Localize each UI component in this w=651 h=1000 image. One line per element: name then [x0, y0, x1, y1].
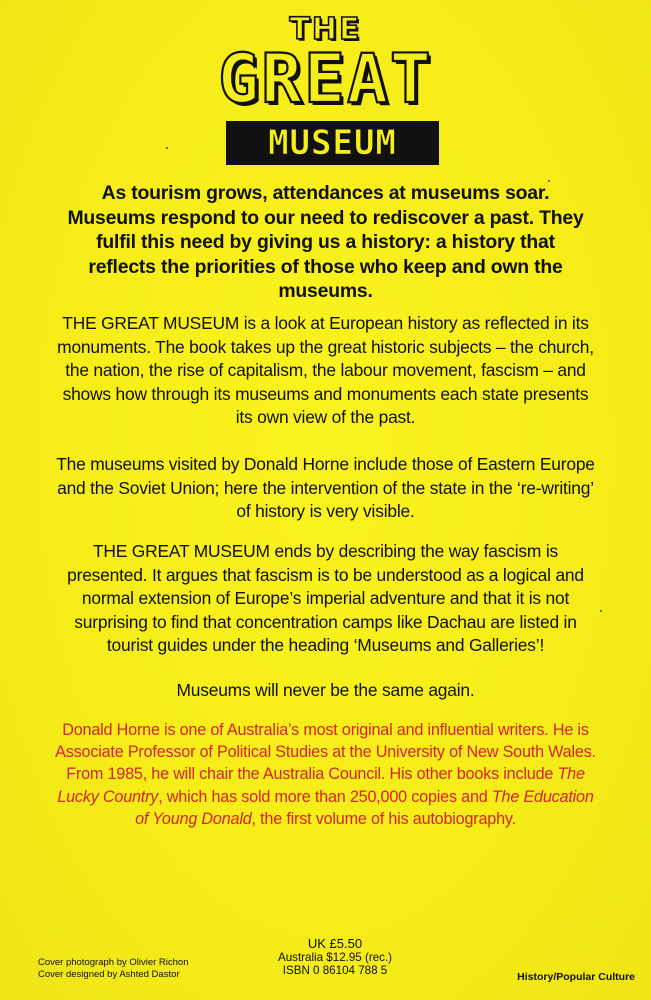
- cover-credits: [38, 957, 189, 981]
- photo-credit: Cover photograph by Olivier Richon: [38, 957, 189, 968]
- bio-text-2: , which has sold more than 250,000 copies and: [158, 787, 492, 806]
- title-the: THE: [289, 12, 362, 47]
- blurb-paragraph-2: The museums visited by Donald Horne include those of Eastern Europe and the Soviet Union; here the intervention of the state in the ‘re-writing’ of history is very visible.: [56, 454, 595, 522]
- price-australia: Australia $12.95 (rec.): [277, 950, 393, 964]
- bio-text-3: , the first volume of his autobiography.: [251, 809, 516, 828]
- print-speck: [600, 610, 602, 612]
- price-uk: UK £5.50: [307, 936, 363, 951]
- isbn: ISBN 0 86104 788 5: [282, 964, 388, 978]
- design-credit: Cover designed by Ashted Dastor: [38, 969, 180, 980]
- author-bio: [52, 719, 599, 830]
- bio-book-title-2: The Education of Young Donald: [135, 787, 594, 828]
- bio-book-title-1: The Lucky Country: [57, 765, 585, 806]
- title-museum-box: [226, 121, 439, 165]
- print-speck: [166, 147, 168, 149]
- title-museum: MUSEUM: [268, 123, 397, 163]
- print-speck: [548, 180, 550, 182]
- blurb-paragraph-1: THE GREAT MUSEUM is a look at European history as reflected in its monuments. The book takes up the great historic subjects – the church, the nation, the rise of capitalism, the labour movement, fascism – and shows how through its museums and monuments each state presents its own view of the past.: [57, 313, 594, 428]
- category-label: History/Popular Culture: [517, 971, 635, 983]
- lead-blurb: As tourism grows, attendances at museums soar. Museums respond to our need to rediscover a past. They fulfil this need by giving us a history: a history that reflects the priorities of those who keep and own the museums.: [67, 182, 584, 302]
- bio-text-1: Donald Horne is one of Australia’s most original and influential writers. He is Associate Professor of Political Studies at the University of New South Wales. From 1985, he will chair the Australia Council. His other books include: [55, 721, 596, 784]
- price-block: [265, 937, 405, 978]
- title-great: GREAT: [218, 40, 433, 119]
- blurb-paragraph-4: Museums will never be the same again.: [176, 680, 475, 700]
- blurb-paragraph-3: THE GREAT MUSEUM ends by describing the way fascism is presented. It argues that fascism is to be understood as a logical and normal extension of Europe’s imperial adventure and that it is not surprising to find that concentration camps like Dachau are listed in tourist guides under the heading ‘Museums and Galleries’!: [67, 541, 584, 656]
